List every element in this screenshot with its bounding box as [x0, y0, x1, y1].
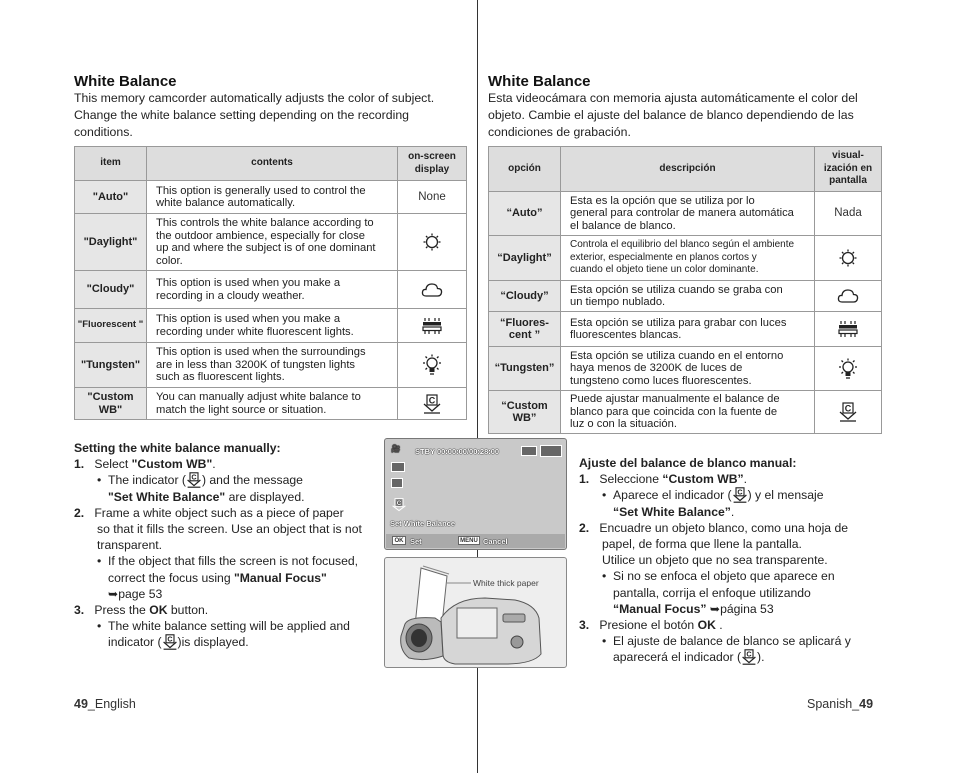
table-row: [75, 388, 467, 420]
row-contents: Esta opción se utiliza para grabar con luces fluorescentes blancas.: [561, 312, 815, 347]
table-row: [75, 343, 467, 388]
right-heading: White Balance: [488, 73, 591, 90]
intro-line: This memory camcorder automatically adjusts the color of subject.: [74, 91, 435, 105]
svg-text:C: C: [191, 473, 197, 483]
step-2-bullet: • If the object that fills the screen is not focused,: [97, 554, 359, 569]
right-steps: [579, 455, 869, 666]
page-reference: “Manual Focus” ➥página 53: [613, 601, 774, 616]
step-2-line: transparent.: [97, 538, 163, 553]
row-contents: This option is generally used to control the white balance automatically.: [147, 181, 398, 214]
menu-key: MENU: [458, 536, 480, 545]
step-2-line: Utilice un objeto que no sea transparente.: [602, 553, 828, 568]
arrow-icon: ➥: [108, 586, 119, 601]
step-2-bullet-cont: pantalla, corrija el enfoque utilizando: [613, 585, 811, 600]
row-contents: Controla el equilibrio del blanco según el ambiente exterior, especialmente en planos cortos y cuando el objeto tiene un color dominante.: [561, 236, 815, 281]
camcorder-illustration: [384, 557, 567, 668]
table-row: [489, 236, 882, 281]
steps-title: Ajuste del balance de blanco manual:: [579, 456, 797, 470]
row-contents: This controls the white balance according to the outdoor ambience, especially for close up and where the subject is of one dominant color.: [147, 214, 398, 271]
table-row: [489, 312, 882, 347]
row-contents: You can manually adjust white balance to match the light source or situation.: [147, 388, 398, 420]
intro-line: conditions.: [74, 125, 133, 139]
table-row: [75, 271, 467, 309]
row-item: "Fluorescent ": [75, 309, 147, 343]
step-3-bullet: • El ajuste de balance de blanco se aplicará y: [602, 634, 851, 649]
col-header-display: on-screen display: [398, 147, 467, 181]
left-intro: [74, 90, 469, 141]
row-contents: This option is used when you make a recording under white fluorescent lights.: [147, 309, 398, 343]
custom-wb-icon: [741, 649, 757, 665]
step-1: 1. Seleccione “Custom WB”.: [579, 472, 747, 487]
svg-text:C: C: [737, 488, 743, 498]
battery-icon: [521, 446, 537, 456]
row-contents: Esta opción se utiliza cuando se graba con un tiempo nublado.: [561, 281, 815, 312]
table-header-row: [75, 147, 467, 181]
row-item: "Daylight": [75, 214, 147, 271]
table-row: [489, 192, 882, 236]
col-header-contents: contents: [147, 147, 398, 181]
table-row: [489, 281, 882, 312]
lcd-status: STBY 00:00:00/00:28:00: [415, 447, 500, 456]
row-display: None: [398, 181, 467, 214]
svg-text:C: C: [746, 650, 752, 660]
step-3: 3. Press the OK button.: [74, 603, 209, 618]
size-icon: [391, 478, 403, 488]
left-wb-table: [74, 146, 467, 420]
arrow-icon: ➥: [706, 601, 721, 616]
row-item: “Daylight”: [489, 236, 561, 281]
cloudy-icon: [398, 271, 467, 309]
step-2: 2. Encuadre un objeto blanco, como una hoja de: [579, 520, 849, 535]
tungsten-icon: [815, 347, 882, 391]
intro-line: objeto. Cambie el ajuste del balance de blanco dependiendo de las: [488, 108, 854, 122]
custom-wb-icon: [186, 472, 202, 488]
tungsten-icon: [398, 343, 467, 388]
row-item: “Custom WB”: [489, 391, 561, 434]
intro-line: condiciones de grabación.: [488, 125, 631, 139]
fluorescent-icon: [398, 309, 467, 343]
col-header-item: item: [75, 147, 147, 181]
quality-icon: [391, 462, 405, 472]
daylight-icon: [398, 214, 467, 271]
camcorder-mode-icon: 🎥: [391, 444, 401, 453]
step-3-bullet-cont: indicator ( C )is displayed.: [108, 635, 249, 650]
cloudy-icon: [815, 281, 882, 312]
step-3-bullet: • The white balance setting will be applied and: [97, 619, 350, 634]
row-contents: This option is used when the surroundings are in less than 3200K of tungsten lights such as fluorescent lights.: [147, 343, 398, 388]
steps-title: Setting the white balance manually:: [74, 441, 281, 455]
table-row: [489, 347, 882, 391]
row-contents: Esta es la opción que se utiliza por lo general para controlar de manera automática el balance de blanco.: [561, 192, 815, 236]
table-row: [489, 391, 882, 434]
step-1-bullet-msg: "Set White Balance" are displayed.: [108, 489, 305, 504]
left-heading: White Balance: [74, 73, 177, 90]
step-2-line: so that it fills the screen. Use an object that is not: [97, 522, 362, 537]
col-header-item: opción: [489, 147, 561, 192]
row-contents: Puede ajustar manualmente el balance de blanco para que coincida con la fuente de luz o con la situación.: [561, 391, 815, 434]
table-row: [75, 181, 467, 214]
svg-text:C: C: [166, 635, 173, 645]
table-row: [75, 309, 467, 343]
intro-line: Change the white balance setting depending on the recording: [74, 108, 409, 122]
row-contents: Esta opción se utiliza cuando en el entorno haya menos de 3200K de luces de tungsteno como luces fluorescentes.: [561, 347, 815, 391]
step-2-bullet: • Si no se enfoca el objeto que aparece en: [602, 569, 835, 584]
lcd-message: Set White Balance: [390, 519, 456, 528]
row-item: “Auto”: [489, 192, 561, 236]
step-2-bullet-cont: correct the focus using "Manual Focus": [108, 570, 327, 585]
right-wb-table: [488, 146, 882, 434]
row-item: "Tungsten": [75, 343, 147, 388]
svg-text:C: C: [844, 403, 852, 414]
col-header-contents: descripción: [561, 147, 815, 192]
right-intro: [488, 90, 888, 141]
step-1-bullet: • The indicator ( C ) and the message: [97, 473, 303, 488]
lcd-screen-illustration: [384, 438, 567, 550]
svg-text:C: C: [396, 500, 402, 507]
table-row: [75, 214, 467, 271]
lcd-bottom-bar: [386, 534, 565, 548]
step-2: 2. Frame a white object such as a piece of paper: [74, 505, 344, 520]
step-3-bullet-cont: aparecerá el indicador ( C ).: [613, 650, 765, 665]
row-item: "Cloudy": [75, 271, 147, 309]
cancel-label: Cancel: [483, 537, 508, 546]
col-header-display: visual-ización en pantalla: [815, 147, 882, 192]
row-contents: This option is used when you make a recording in a cloudy weather.: [147, 271, 398, 309]
step-1-bullet: • Aparece el indicador ( C ) y el mensaje: [602, 488, 824, 503]
step-3: 3. Presione el botón OK .: [579, 618, 723, 633]
step-1-bullet-msg: “Set White Balance”.: [613, 504, 735, 519]
custom-wb-icon: [815, 391, 882, 434]
step-2-line: papel, de forma que llene la pantalla.: [602, 537, 802, 552]
intro-line: Esta videocámara con memoria ajusta automáticamente el color del: [488, 91, 858, 105]
row-item: "Auto": [75, 181, 147, 214]
step-1: 1. Select "Custom WB".: [74, 457, 216, 472]
left-footer: 49_English: [74, 697, 136, 711]
custom-wb-icon: [732, 487, 748, 503]
daylight-icon: [815, 236, 882, 281]
row-item: “Tungsten”: [489, 347, 561, 391]
memory-icon: [540, 445, 562, 457]
table-header-row: [489, 147, 882, 192]
custom-wb-icon: [398, 388, 467, 420]
svg-text:C: C: [428, 395, 436, 405]
custom-wb-icon: [391, 497, 407, 515]
page-reference: ➥page 53: [108, 586, 163, 601]
right-footer: Spanish_49: [807, 697, 874, 711]
fluorescent-icon: [815, 312, 882, 347]
left-steps: [74, 440, 374, 651]
row-item: “Cloudy”: [489, 281, 561, 312]
row-item: "Custom WB": [75, 388, 147, 420]
custom-wb-icon: [162, 634, 178, 650]
ok-key: OK: [392, 536, 406, 545]
row-display: Nada: [815, 192, 882, 236]
set-label: Set: [410, 537, 422, 546]
row-item: “Fluores-cent ”: [489, 312, 561, 347]
camera-caption: White thick paper: [473, 578, 539, 588]
